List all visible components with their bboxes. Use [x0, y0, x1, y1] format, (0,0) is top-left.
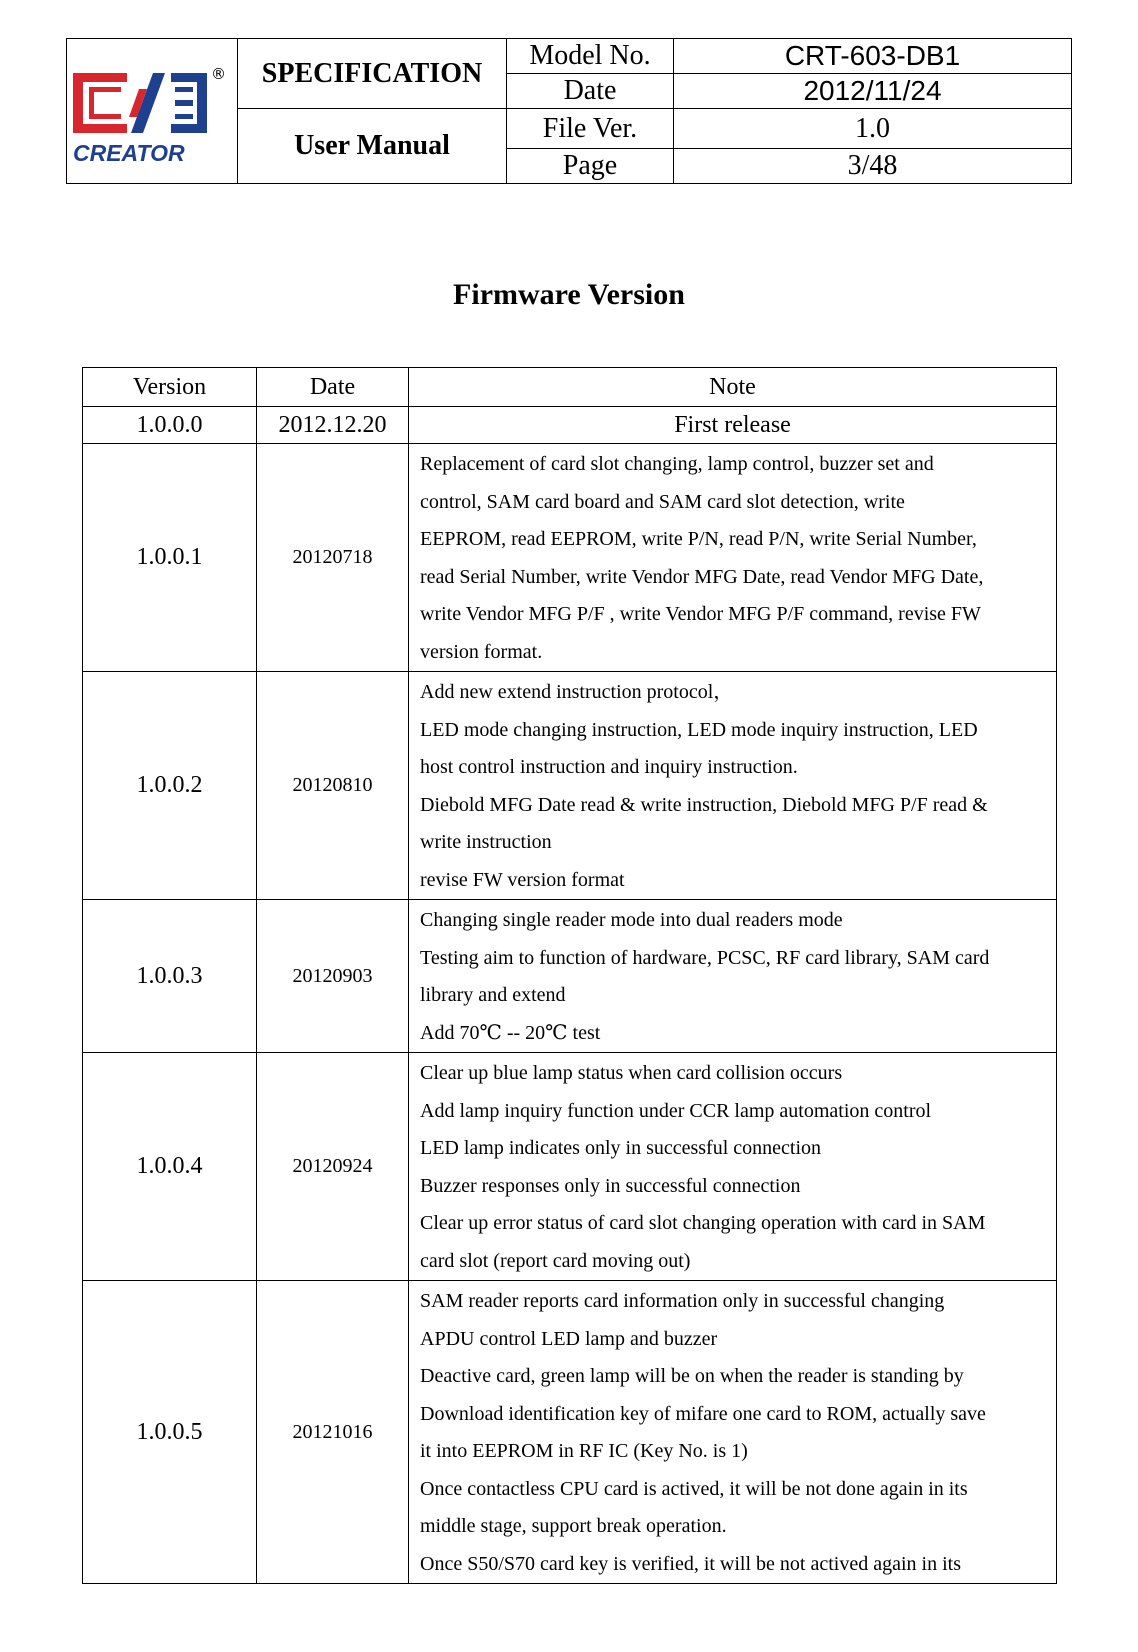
col-date-header: Date [257, 368, 409, 407]
date-cell: 20121016 [257, 1281, 409, 1584]
logo-wordmark: CREATOR [73, 140, 185, 166]
page-value: 3/48 [674, 149, 1072, 184]
note-cell [409, 444, 1057, 672]
note-line: Testing aim to function of hardware, PCSC, RF card library, SAM card [420, 946, 990, 969]
note-line: First release [674, 412, 791, 438]
spec-label: SPECIFICATION [238, 39, 507, 109]
note-line: Add new extend instruction protocol， [420, 681, 734, 703]
note-line: APDU control LED lamp and buzzer [420, 1327, 718, 1350]
page-label: Page [507, 149, 674, 184]
table-row [83, 900, 1057, 1053]
creator-logo [67, 39, 237, 183]
note-line: Deactive card, green lamp will be on when the reader is standing by [420, 1365, 964, 1387]
note-cell [409, 1053, 1057, 1281]
model-label: Model No. [507, 39, 674, 74]
version-cell: 1.0.0.4 [83, 1053, 257, 1281]
model-value: CRT-603-DB1 [674, 39, 1072, 74]
spec-header [66, 38, 1072, 184]
note-line: library and extend [420, 984, 566, 1006]
date-cell: 2012.12.20 [257, 407, 409, 444]
filever-value: 1.0 [674, 109, 1072, 149]
note-cell [409, 407, 1057, 444]
note-cell [409, 1281, 1057, 1584]
date-cell: 20120810 [257, 672, 409, 900]
version-cell: 1.0.0.1 [83, 444, 257, 672]
version-cell: 1.0.0.5 [83, 1281, 257, 1584]
note-line: Clear up blue lamp status when card collision occurs [420, 1062, 843, 1084]
table-header-row [83, 368, 1057, 407]
note-line: Once contactless CPU card is actived, it will be not done again in its [420, 1477, 968, 1500]
note-line: Add 70℃ -- 20℃ test [420, 1021, 601, 1044]
firmware-table [82, 367, 1057, 1584]
note-line: write instruction [420, 831, 552, 853]
note-line: revise FW version format [420, 868, 625, 891]
manual-label: User Manual [238, 109, 507, 184]
col-version-header: Version [83, 368, 257, 407]
note-line: LED lamp indicates only in successful connection [420, 1137, 822, 1159]
note-line: it into EEPROM in RF IC (Key No. is 1) [420, 1440, 748, 1462]
page-title: Firmware Version [453, 278, 685, 311]
note-line: card slot (report card moving out) [420, 1249, 691, 1272]
version-cell: 1.0.0.0 [83, 407, 257, 444]
date-label: Date [507, 74, 674, 109]
registered-mark: ® [211, 65, 226, 83]
date-cell: 20120924 [257, 1053, 409, 1281]
note-cell [409, 900, 1057, 1053]
note-line: middle stage, support break operation. [420, 1515, 727, 1537]
note-line: LED mode changing instruction, LED mode inquiry instruction, LED [420, 718, 978, 741]
note-line: Clear up error status of card slot changing operation with card in SAM [420, 1212, 986, 1234]
note-cell [409, 672, 1057, 900]
filever-label: File Ver. [507, 109, 674, 149]
note-line: host control instruction and inquiry instruction. [420, 756, 798, 778]
logo-cell [67, 39, 238, 184]
table-row [83, 1281, 1057, 1584]
note-line: EEPROM, read EEPROM, write P/N, read P/N, write Serial Number, [420, 528, 977, 550]
note-line: Replacement of card slot changing, lamp control, buzzer set and [420, 453, 934, 475]
table-row [83, 444, 1057, 672]
note-line: write Vendor MFG P/F , write Vendor MFG P/F command, revise FW [420, 603, 981, 625]
date-cell: 20120718 [257, 444, 409, 672]
date-cell: 20120903 [257, 900, 409, 1053]
table-row [83, 1053, 1057, 1281]
note-line: SAM reader reports card information only in successful changing [420, 1290, 945, 1312]
table-row [83, 407, 1057, 444]
version-cell: 1.0.0.2 [83, 672, 257, 900]
note-line: Diebold MFG Date read & write instruction, Diebold MFG P/F read & [420, 793, 988, 816]
note-line: control, SAM card board and SAM card slot detection, write [420, 490, 905, 513]
note-line: Buzzer responses only in successful connection [420, 1174, 801, 1197]
col-note-header: Note [409, 368, 1057, 407]
date-value: 2012/11/24 [674, 74, 1072, 109]
note-line: Once S50/S70 card key is verified, it will be not actived again in its [420, 1552, 961, 1575]
note-line: read Serial Number, write Vendor MFG Date, read Vendor MFG Date, [420, 565, 984, 588]
note-line: Add lamp inquiry function under CCR lamp automation control [420, 1099, 932, 1122]
note-line: Changing single reader mode into dual readers mode [420, 909, 843, 931]
note-line: version format. [420, 640, 543, 663]
version-cell: 1.0.0.3 [83, 900, 257, 1053]
note-line: Download identification key of mifare one card to ROM, actually save [420, 1402, 986, 1425]
table-row [83, 672, 1057, 900]
creator-logo-icon [67, 39, 237, 183]
